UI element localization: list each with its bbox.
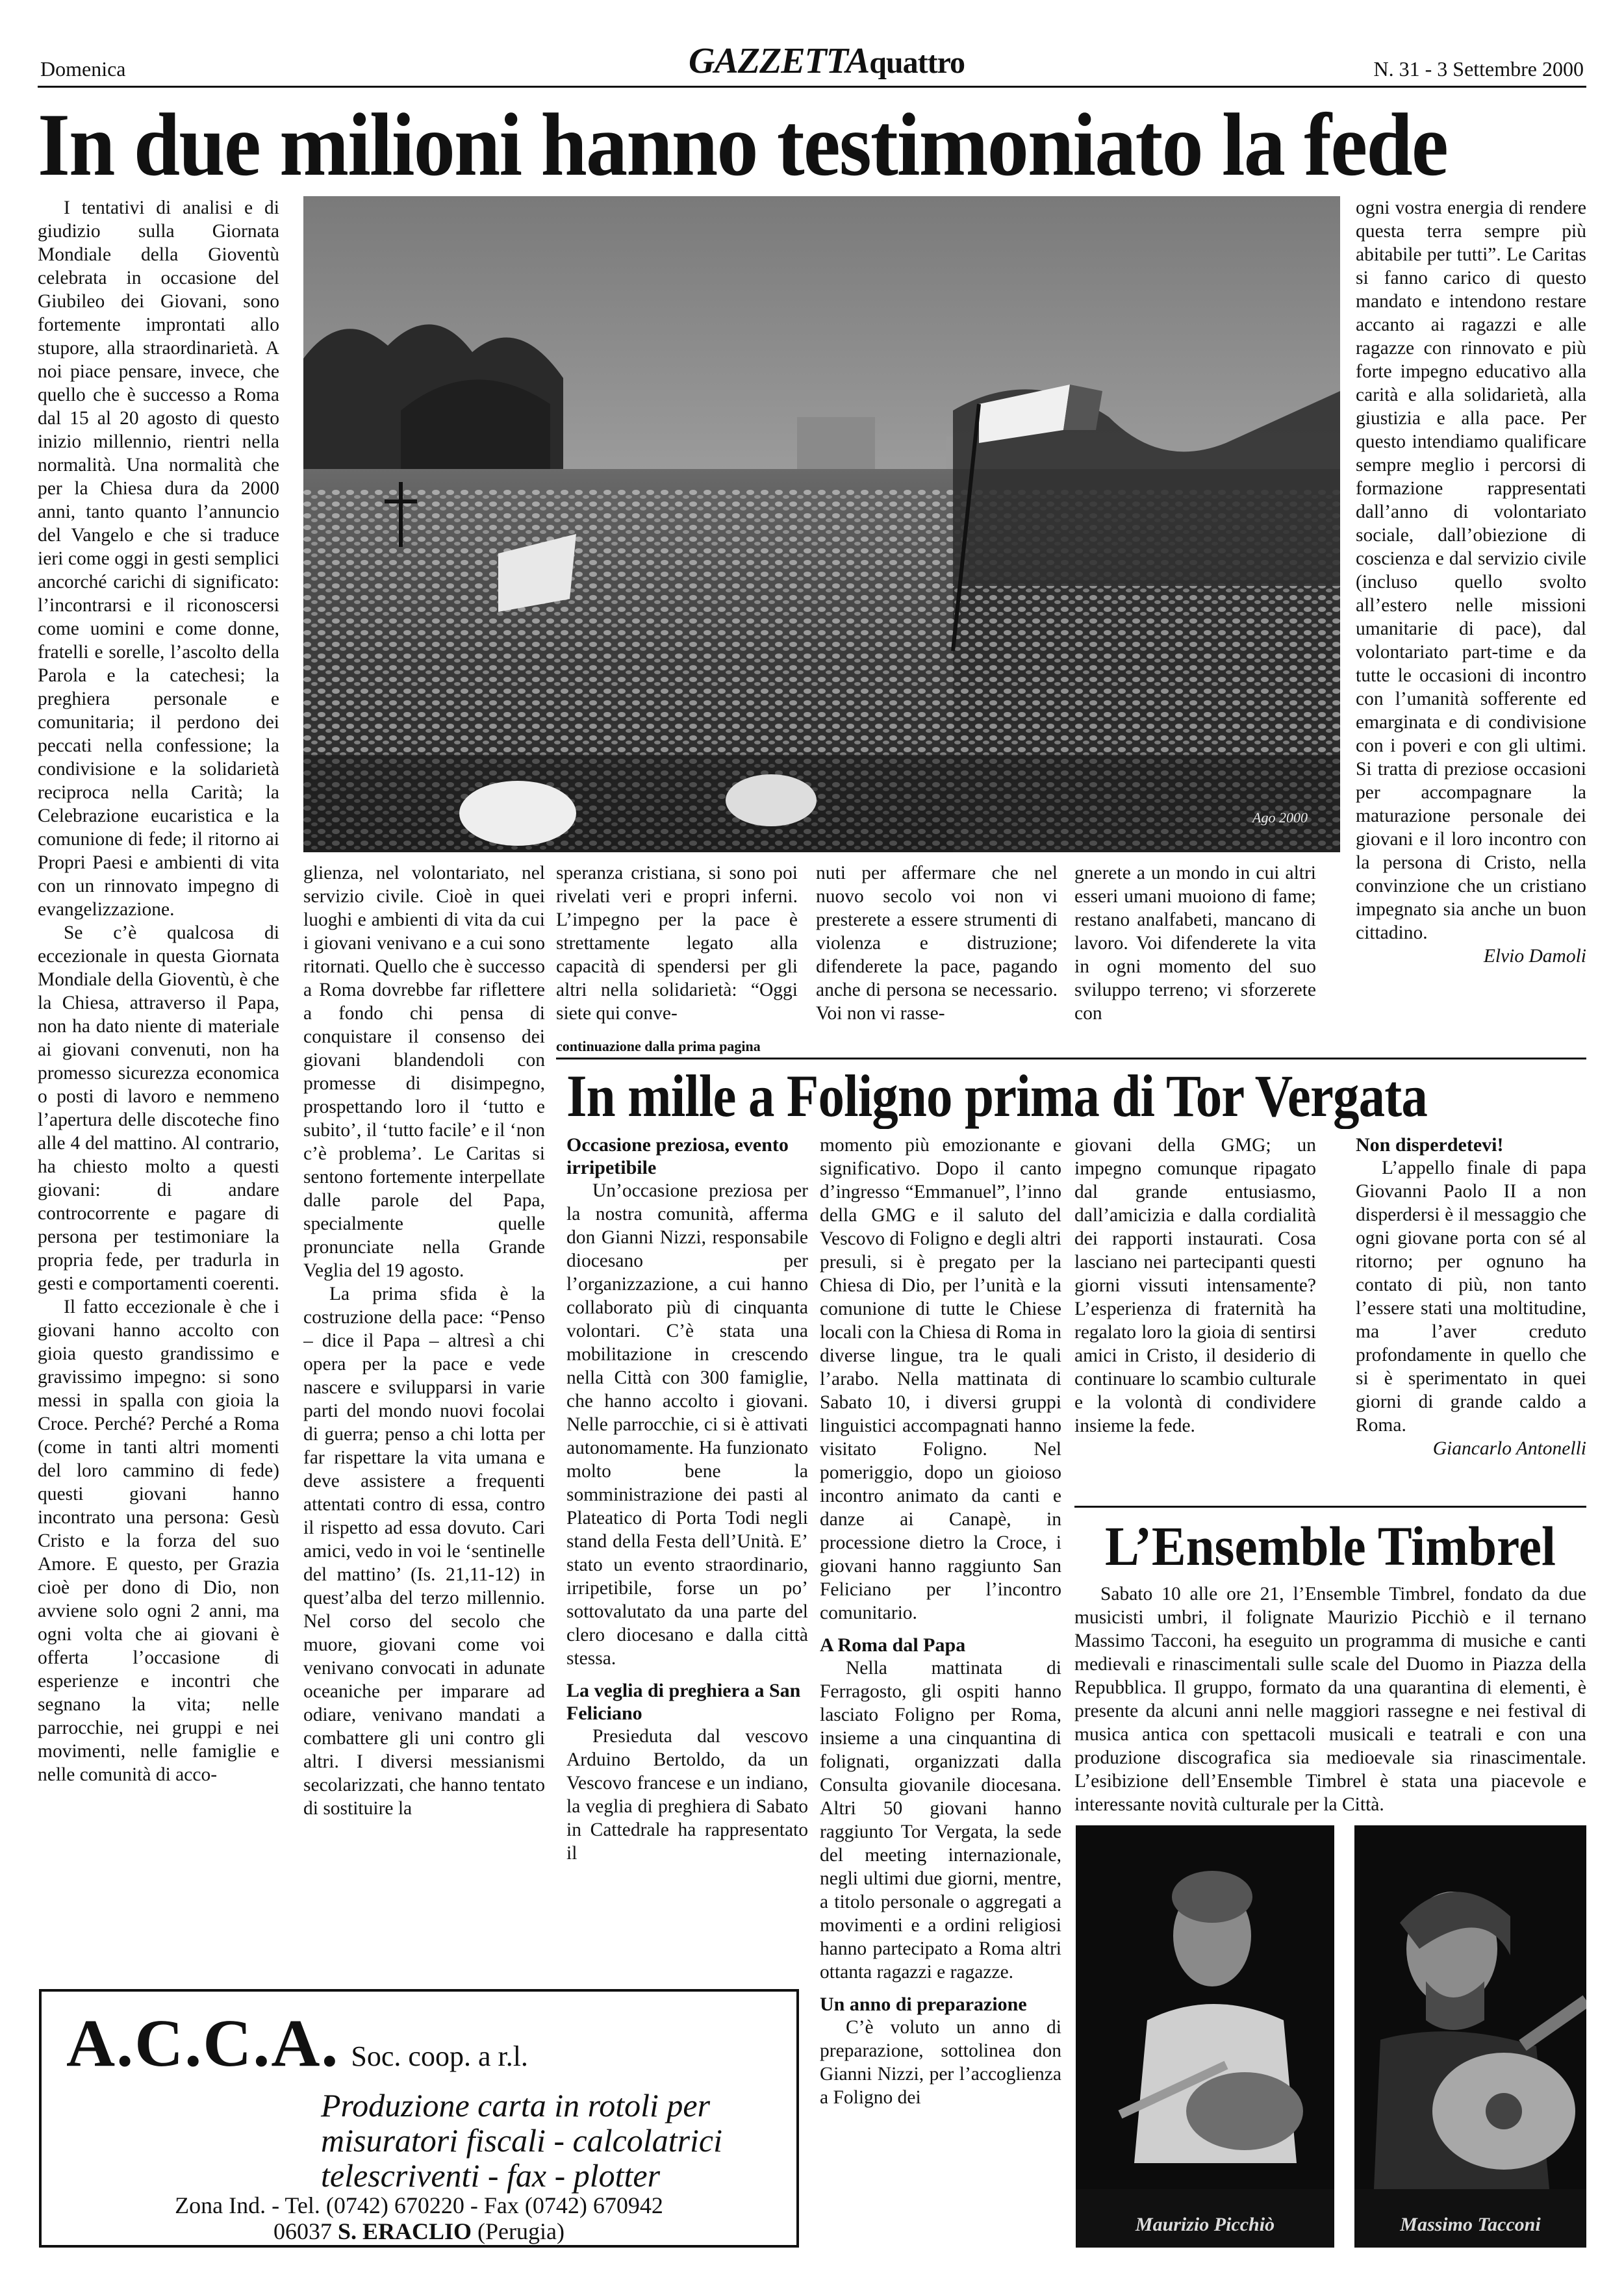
article2-col2-p3: C’è voluto un anno di preparazione, sottolinea don Gianni Nizzi, per l’accoglienza a Foligno dei [820,2017,1061,2108]
article1-col2-p2: La prima sfida è la costruzione della pace: “Penso – dice il Papa – altresì a chi opera per la pace e vede nascere e svilupparsi in varie parti del mondo nuovi focolai di guerra; penso a chi lotta per far rispettare la vita umana e deve assistere a frequenti attentati contro di essa, contro il rispetto ad essa dovuto. Cari amici, vedo in voi le ‘sentinelle del mattino’ (Is. 21,11-12) in quest’alba del terzo millennio. Nel corso del secolo che muore, giovani come voi venivano convocati in adunate oceaniche per imparare ad odiare, venivano mandati a combattere gli uni contro gli altri. I diversi messianismi secolarizzati, che hanno tentato di sostituire la [303,1284,545,1819]
ad-company-name: A.C.C.A. [66,2006,340,2081]
article3-headline: L’Ensemble Timbrel [1105,1515,1556,1577]
ad-cap: 06037 [273,2218,332,2244]
photo-maurizio-picchio [1076,1825,1334,2248]
article2-col3-p1: giovani della GMG; un impegno comunque ripagato dal grande entusiasmo, dall’amicizia e dalla cordialità dei rapporti instaurati. Cosa lasciano nei partecipanti questi giorni vissuti intensamente? L’esperienza di fraternità ha regalato loro la gioia di sentirsi amici in Cristo, il desiderio di continuare lo scambio culturale e la volontà di condividere insieme la fede. [1074,1135,1316,1436]
article3-top-rule [1074,1506,1586,1508]
article2-heading-occasione: Occasione preziosa, evento irripetibile [566,1134,789,1178]
caption-massimo-tacconi: Massimo Tacconi [1400,2214,1541,2235]
ad-province: (Perugia) [477,2218,565,2244]
article2-kicker: continuazione dalla prima pagina [556,1038,761,1054]
ad-contact: Zona Ind. - Tel. (0742) 670220 - Fax (0742) 670942 [175,2192,663,2218]
article1-col3-text: speranza cristiana, si sono poi rivelati veri e propri inferni. L’impegno per la pace è strettamente legato alla capacità di spendersi per gli altri nella solidarietà: “Oggi siete qui conve- [556,863,798,1024]
ad-company-suffix: Soc. coop. a r.l. [351,2040,528,2072]
article3-body-text: Sabato 10 alle ore 21, l’Ensemble Timbrel, fondato da due musicisti umbri, il folignate Maurizio Picchiò e il ternano Massimo Tacconi, ha eseguito un programma di musiche e canti medievali e rinascimentali sulle scale del Duomo in Piazza della Repubblica. Il gruppo, formato da una quarantina di elementi, è presente da alcuni anni nelle maggiori rassegne e nei festival di musica antica con spettacoli musicali e teatrali e con una produzione discografica sia medioevale sia rinascimentale. L’esibizione dell’Ensemble Timbrel è stata una piacevole e interessante novità culturale per la Città. [1074,1584,1586,1815]
article2-col4 [1356,1134,1586,1530]
article2-top-rule [556,1058,1586,1059]
article1-col2-p1: glienza, nel volontariato, nel servizio civile. Cioè in quei luoghi e ambienti di vita da cui i giovani venivano e a cui sono ritornati. Quello che è successo a Roma dovrebbe far riflettere a fondo chi pensa di conquistare il consenso dei giovani blandendoli con promesse di disimpegno, prospettando loro il ‘tutto e subito’, il ‘tutto facile’ e il ‘non c’è problema’. Le Caritas si sentono fortemente interpellate dalle parole del Papa, specialmente quelle pronunciate nella Grande Veglia del 19 agosto. [303,863,545,1281]
article1-col1-p3: Il fatto eccezionale è che i giovani hanno accolto con gioia questo grandissimo e gravissimo impegno: si sono messi in spalla con gioia la Croce. Perché? Perché a Roma (come in tanti altri momenti del loro cammino di fede) questi giovani hanno incontrato una persona: Gesù Cristo e la forza del suo Amore. E questo, per Grazia cioè per dono di Dio, non avviene solo ogni 2 anni, ma ogni volta che ai giovani è offerta l’occasione di esperienze e incontri che segnano la vita; nelle parrocchie, nei gruppi e nei movimenti, nelle famiglie e nelle comunità di acco- [38,1297,279,1785]
article2-col1 [566,1134,808,1984]
masthead-bold: GAZZETTA [689,41,870,81]
acca-advertisement [39,1989,799,2248]
article1-col6 [1356,196,1586,1047]
article1-col1-p1: I tentativi di analisi e di giudizio sulla Giornata Mondiale della Gioventù celebrata in occasione del Giubileo dei Giovani, sono fortemente improntati allo stupore, alla straordinarietà. A noi piace pensare, invece, che quello che è successo a Roma dal 15 al 20 agosto di questo inizio millennio, rientri nella normalità. Una normalità che per la Chiesa dura da 2000 anni, tanto quanto l’annuncio del Vangelo e che si traduce ieri come oggi in gesti semplici ancorché carichi di significato: l’incontrarsi e il riconoscersi come uomini e come donne, fratelli e sorelle, l’ascolto della Parola e la catechesi; la preghiera personale e comunitaria; il perdono dei peccati nella confessione; la condivisione e la solidarietà reciproca nella Carità; la Celebrazione eucaristica e la comunione di fede; il ritorno ai Propri Paesi e ambienti di vita con un rinnovato impegno di evangelizzazione. [38,197,279,920]
masthead-light: quattro [869,45,965,80]
article2-heading-veglia: La veglia di preghiera a San Feliciano [566,1680,801,1724]
article1-col5 [1074,861,1316,1043]
article1-col1-p2: Se c’è qualcosa di eccezionale in questa Giornata Mondiale della Gioventù, è che la Chiesa, attraverso il Papa, non ha dato niente di materiale ai giovani convenuti, non ha promesso sicurezza economica o posti di lavoro e nemmeno l’apertura delle discoteche fino alle 4 del mattino. Al contrario, ha chiesto molto a questi giovani: di andare controcorrente e pagare di persona per testimoniare la propria fede, per tradurla in gesti e comportamenti coerenti. [38,922,279,1294]
article3-body [1074,1582,1586,1816]
article2-heading-disperdetevi: Non disperdetevi! [1356,1134,1504,1156]
ad-line1: Produzione carta in rotoli per [321,2087,711,2124]
article2-col2 [820,1134,1061,2251]
ad-city: S. ERACLIO [337,2218,472,2244]
ad-address [42,2218,796,2245]
ad-line3: telescriventi - fax - plotter [321,2157,661,2194]
ad-description [321,2088,722,2193]
article2-col2-p2: Nella mattinata di Ferragosto, gli ospiti hanno lasciato Foligno per Roma, insieme a una cinquantina di folignati, organizzati dalla Consulta giovanile diocesana. Altri 50 giovani hanno raggiunto Tor Vergata, la sede del meeting internazionale, negli ultimi due giorni, mentre, a titolo personale o aggregati a movimenti e a ordini religiosi hanno partecipato a Roma altri ottanta ragazzi e ragazze. [820,1658,1061,1983]
article2-heading-anno: Un anno di preparazione [820,1994,1027,2015]
caption-maurizio-picchio: Maurizio Picchiò [1135,2214,1275,2235]
article2-headline: In mille a Foligno prima di Tor Vergata [566,1063,1427,1129]
masthead [689,40,965,82]
article1-col5-text: gnerete a un mondo in cui altri esseri umani muoiono di fame; restano analfabeti, mancano di lavoro. Voi difenderete la vita in ogni momento del suo sviluppo terreno; vi sforzerete con [1074,863,1316,1024]
article1-col1 [38,196,279,1950]
article1-col2 [303,861,545,1985]
article1-col4-text: nuti per affermare che nel nuovo secolo voi non vi presterete a essere strumenti di violenza e distruzione; difenderete la pace, pagando anche di persona se necessario. Voi non vi rasse- [816,863,1058,1024]
article2-col4-p1: L’appello finale di papa Giovanni Paolo II a non disperdersi è il messaggio che ogni giovane porta con sé al ritorno; per ognuno ha contato di più, non tanto l’essere stati una moltitudine, ma l’aver creduto profondamente in quello che si è sperimentato in quei giorni di grande caldo a Roma. [1356,1158,1586,1436]
header-issue: N. 31 - 3 Settembre 2000 [1373,57,1584,81]
article2-col1-p1: Un’occasione preziosa per la nostra comunità, afferma don Gianni Nizzi, responsabile diocesano per l’organizzazione, a cui hanno collaborato più di cinquanta volontari. C’è stata una mobilitazione in crescendo nella Città con 300 famiglie, che hanno accolto i giovani. Nelle parrocchie, ci si è attivati autonomamente. Ha funzionato molto bene la somministrazione dei pasti al Plateatico di Porta Todi negli stand della Festa dell’Unità. E’ stato un evento straordinario, irripetibile, forse un po’ sottovalutato da una parte del clero diocesano e dalla città stessa. [566,1180,808,1669]
article1-signature: Elvio Damoli [1483,946,1586,967]
ad-company-line [66,2005,528,2082]
article1-col3 [556,861,798,1043]
article1-col4 [816,861,1058,1043]
article2-col3 [1074,1134,1316,1530]
article2-col1-p2: Presieduta dal vescovo Arduino Bertoldo, da un Vescovo francese e un indiano, la veglia di preghiera di Sabato in Cattedrale ha rappresentato il [566,1726,808,1864]
article2-col2-p1: momento più emozionante e significativo. Dopo il canto d’ingresso “Emmanuel”, l’inno della GMG e il saluto del Vescovo di Foligno e degli altri presuli, si è pregato per la Chiesa di Dio, per l’unità e la comunione di tutte le Chiese locali con la Chiesa di Roma in diverse lingue, tra le quali l’arabo. Nella mattinata di Sabato 10, i diversi gruppi linguistici accompagnati hanno visitato Foligno. Nel pomeriggio, dopo un gioioso incontro animato da canti e danze ai Canapè, in processione dietro la Croce, i giovani hanno raggiunto San Feliciano per l’incontro comunitario. [820,1135,1061,1623]
header-rule [38,86,1586,88]
article2-heading-roma: A Roma dal Papa [820,1634,966,1656]
headline-main: In due milioni hanno testimoniato la fede [38,95,1447,194]
crowd-photo [303,196,1340,852]
article1-col6-text: ogni vostra energia di rendere questa terra sempre più abitabile per tutti”. Le Caritas si fanno carico di questo mandato e intendono restare accanto ai ragazzi e alle ragazze con rinnovato e più forte impegno educativo alla carità e alla solidarietà, alla giustizia e alla pace. Per questo intendiamo qualificare sempre meglio i percorsi di formazione rappresentati dall’anno di volontariato sociale, dall’obiezione di coscienza e dal servizio civile (incluso quello svolto all’estero nelle missioni umanitarie di pace), dal volontariato part-time e da tutte le occasioni di incontro con l’umanità sofferente ed emarginata e di condivisione con i poveri e con gli ultimi. Si tratta di preziose occasioni per accompagnare la maturazione personale dei giovani e il loro incontro con la persona di Cristo, nella convinzione che un cristiano impegnato sia anche un buon cittadino. [1356,197,1586,943]
photo-credit: Ago 2000 [1252,809,1308,826]
ad-line2: misuratori fiscali - calcolatrici [321,2122,723,2159]
article2-signature: Giancarlo Antonelli [1432,1438,1586,1459]
header-day: Domenica [40,57,126,81]
photo-massimo-tacconi [1354,1825,1586,2248]
